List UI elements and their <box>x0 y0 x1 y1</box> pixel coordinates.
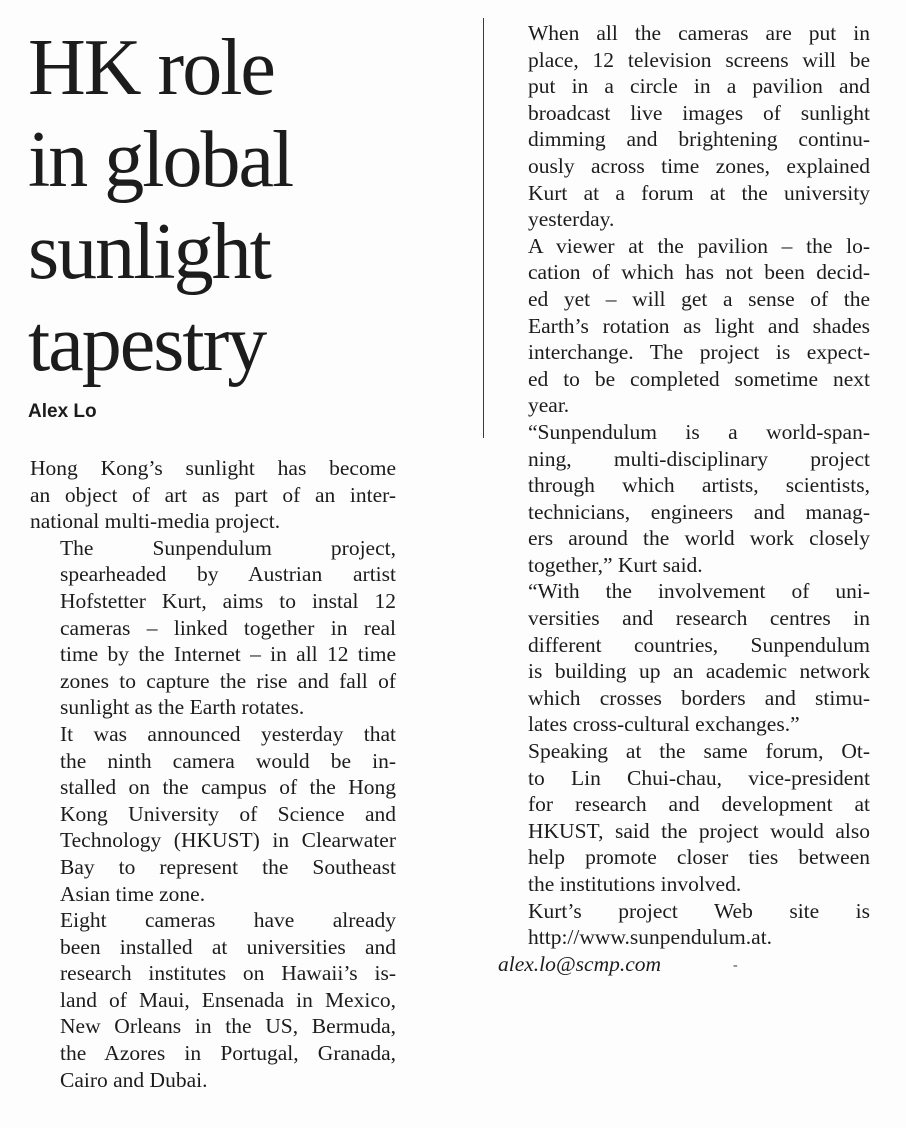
trailing-mark: - <box>733 958 738 973</box>
text-line: Bay to represent the Southeast <box>60 854 396 879</box>
text-line: Speaking at the same forum, Ot- <box>528 739 870 764</box>
text-line: for research and development at <box>528 792 870 817</box>
text-line: Hofstetter Kurt, aims to instal 12 <box>60 588 396 613</box>
text-line: It was announced yesterday that <box>60 721 396 746</box>
text-line: Hong Kong’s sunlight has become <box>30 456 396 480</box>
column-divider <box>483 18 484 438</box>
text-line: year. <box>528 393 570 418</box>
text-line: different countries, Sunpendulum <box>528 632 870 657</box>
text-line: put in a circle in a pavilion and <box>528 74 870 99</box>
author-email: alex.lo@scmp.com <box>498 951 662 976</box>
paragraph <box>498 20 870 233</box>
headline <box>28 22 468 390</box>
text-line: research institutes on Hawaii’s is- <box>60 961 396 986</box>
paragraph <box>30 907 396 1093</box>
paragraph <box>498 898 870 951</box>
text-line: together,” Kurt said. <box>528 552 703 577</box>
paragraph <box>30 455 396 535</box>
text-line: national multi-media project. <box>30 509 281 534</box>
paragraph <box>498 233 870 419</box>
text-line: Asian time zone. <box>60 881 206 906</box>
text-line: A viewer at the pavilion – the lo- <box>528 233 870 258</box>
paragraph <box>498 738 870 898</box>
text-line: dimming and brightening continu- <box>528 127 870 152</box>
text-line: cation of which has not been decid- <box>528 260 870 285</box>
text-line: yesterday. <box>528 207 615 232</box>
text-line: place, 12 television screens will be <box>528 47 870 72</box>
paragraph <box>30 535 396 721</box>
text-line: “With the involvement of uni- <box>528 579 870 604</box>
right-column <box>498 20 870 977</box>
text-line: help promote closer ties between <box>528 845 870 870</box>
text-line: Eight cameras have already <box>60 908 396 933</box>
text-line: spearheaded by Austrian artist <box>60 562 396 587</box>
paragraph <box>30 721 396 907</box>
byline: Alex Lo <box>28 401 97 422</box>
text-line: cameras – linked together in real <box>60 615 396 640</box>
text-line: zones to capture the rise and fall of <box>60 668 396 693</box>
text-line: Kurt’s project Web site is <box>528 898 870 923</box>
text-line: through which artists, scientists, <box>528 473 870 498</box>
text-line: Technology (HKUST) in Clearwater <box>60 828 396 853</box>
text-line: is building up an academic network <box>528 659 870 684</box>
text-line: versities and research centres in <box>528 606 870 631</box>
text-line: ed yet – will get a sense of the <box>528 286 870 311</box>
text-line: an object of art as part of an inter- <box>30 482 396 507</box>
text-line: Earth’s rotation as light and shades <box>528 313 870 338</box>
text-line: interchange. The project is expect- <box>528 340 870 365</box>
text-line: sunlight as the Earth rotates. <box>60 695 305 720</box>
text-line: time by the Internet – in all 12 time <box>60 642 396 667</box>
text-line: ning, multi-disciplinary project <box>528 446 870 471</box>
left-column <box>30 455 396 1093</box>
headline-line: tapestry <box>28 300 266 388</box>
text-line: the Azores in Portugal, Granada, <box>60 1041 396 1066</box>
headline-line: in global <box>28 116 293 204</box>
text-line: which crosses borders and stimu- <box>528 685 870 710</box>
text-line: “Sunpendulum is a world-span- <box>528 419 870 444</box>
text-line: ers around the world work closely <box>528 526 870 551</box>
text-line: New Orleans in the US, Bermuda, <box>60 1014 396 1039</box>
text-line: HKUST, said the project would also <box>528 818 870 843</box>
paragraph <box>498 578 870 738</box>
text-line: the ninth camera would be in- <box>60 748 396 773</box>
headline-line: sunlight <box>28 208 270 296</box>
text-line: http://www.sunpendulum.at. <box>528 925 773 950</box>
text-line: been installed at universities and <box>60 934 396 959</box>
text-line: lates cross-cultural exchanges.” <box>528 712 800 737</box>
text-line: Kong University of Science and <box>60 801 396 826</box>
headline-line: HK role <box>28 24 274 112</box>
text-line: ed to be completed sometime next <box>528 366 870 391</box>
text-line: broadcast live images of sunlight <box>528 100 870 125</box>
text-line: Cairo and Dubai. <box>60 1067 208 1092</box>
text-line: the institutions involved. <box>528 872 742 896</box>
text-line: technicians, engineers and manag- <box>528 499 870 524</box>
text-line: The Sunpendulum project, <box>60 535 396 560</box>
text-line: When all the cameras are put in <box>528 21 870 45</box>
text-line: to Lin Chui-chau, vice-president <box>528 765 870 790</box>
text-line: stalled on the campus of the Hong <box>60 775 396 800</box>
text-line: land of Maui, Ensenada in Mexico, <box>60 987 396 1012</box>
paragraph <box>498 419 870 579</box>
text-line: ously across time zones, explained <box>528 153 870 178</box>
text-line: Kurt at a forum at the university <box>528 180 870 205</box>
